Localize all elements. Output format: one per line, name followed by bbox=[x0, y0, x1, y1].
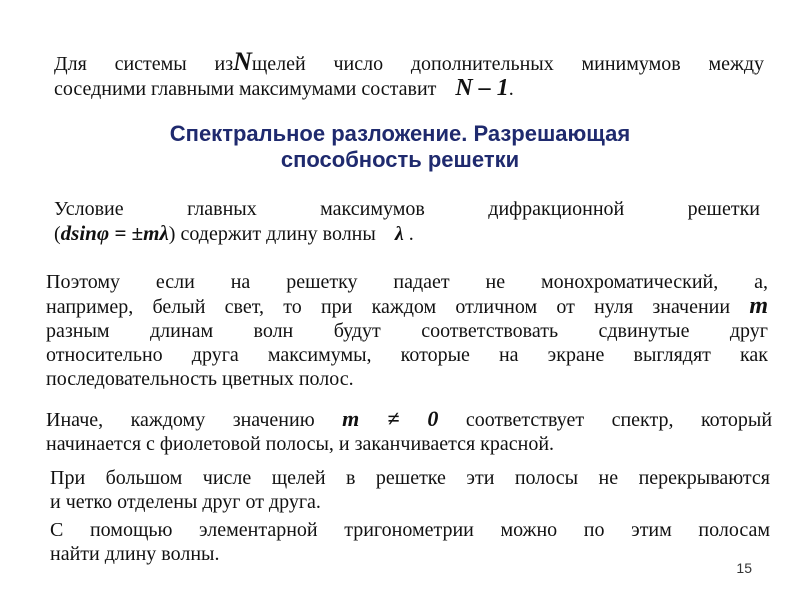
p1-period: . bbox=[508, 78, 514, 100]
p4-text-start: Иначе, каждому значению bbox=[46, 409, 315, 431]
p4-text-rest: соответствует спектр, который bbox=[465, 409, 773, 431]
p2-line-1: Условие главных максимумов дифракционной решетки bbox=[54, 198, 760, 220]
formula-n-minus-1: N – 1 bbox=[455, 75, 509, 101]
page-number: 15 bbox=[736, 560, 752, 576]
symbol-N: N bbox=[233, 47, 252, 76]
p6-line-1: С помощью элементарной тригонометрии можно по этим полосам bbox=[50, 519, 770, 541]
symbol-lambda: λ bbox=[394, 223, 404, 245]
paragraph-spectrum bbox=[46, 407, 772, 456]
symbol-m: m bbox=[749, 293, 768, 319]
p2-open-paren: ( bbox=[54, 223, 61, 245]
paragraph-white-light bbox=[46, 270, 768, 391]
p1-line-2 bbox=[54, 76, 764, 101]
p6-line-2: найти длину волны. bbox=[50, 543, 220, 565]
paragraph-main-maxima bbox=[54, 197, 760, 246]
p3-line-4: относительно друга максимумы, которые на экране выглядят как bbox=[46, 344, 768, 366]
p2-close-paren: ) bbox=[168, 223, 176, 245]
formula-m-not-zero: m ≠ 0 bbox=[342, 406, 439, 431]
p2-line-2 bbox=[54, 221, 760, 246]
title-line-1: Спектральное разложение. Разрешающая bbox=[169, 121, 631, 146]
p2-text-mid: содержит длину волны bbox=[180, 223, 376, 245]
p2-period: . bbox=[408, 223, 414, 245]
p1-text-line2: соседними главными максимумами составит bbox=[54, 78, 437, 100]
p4-line-1 bbox=[46, 407, 772, 432]
paragraph-many-slits bbox=[50, 466, 770, 514]
paragraph-slits-minima bbox=[54, 47, 765, 101]
p1-text-a: Для системы из bbox=[54, 53, 234, 75]
p3-line-1: Поэтому если на решетку падает не монохроматический, а, bbox=[46, 271, 768, 293]
p4-line-2: начинается с фиолетовой полосы, и заканчивается красной. bbox=[46, 433, 555, 455]
title-line-2: способность решетки bbox=[280, 147, 520, 172]
p3-text-line2: например, белый свет, то при каждом отличном от нуля значении bbox=[46, 296, 731, 318]
p3-line-5: последовательность цветных полос. bbox=[46, 368, 354, 390]
slide-title bbox=[80, 121, 720, 173]
paragraph-trigonometry bbox=[50, 518, 770, 566]
formula-grating-condition: dsinφ = ±mλ bbox=[60, 221, 169, 245]
p3-line-3: разным длинам волн будут соответствовать сдвинутые друг bbox=[46, 320, 768, 342]
p5-line-1: При большом числе щелей в решетке эти полосы не перекрываются bbox=[50, 467, 770, 489]
p5-line-2: и четко отделены друг от друга. bbox=[50, 491, 321, 513]
p1-line-1 bbox=[54, 47, 765, 76]
p1-text-b: щелей число дополнительных минимумов между bbox=[251, 53, 765, 75]
p3-line-2 bbox=[46, 294, 768, 319]
